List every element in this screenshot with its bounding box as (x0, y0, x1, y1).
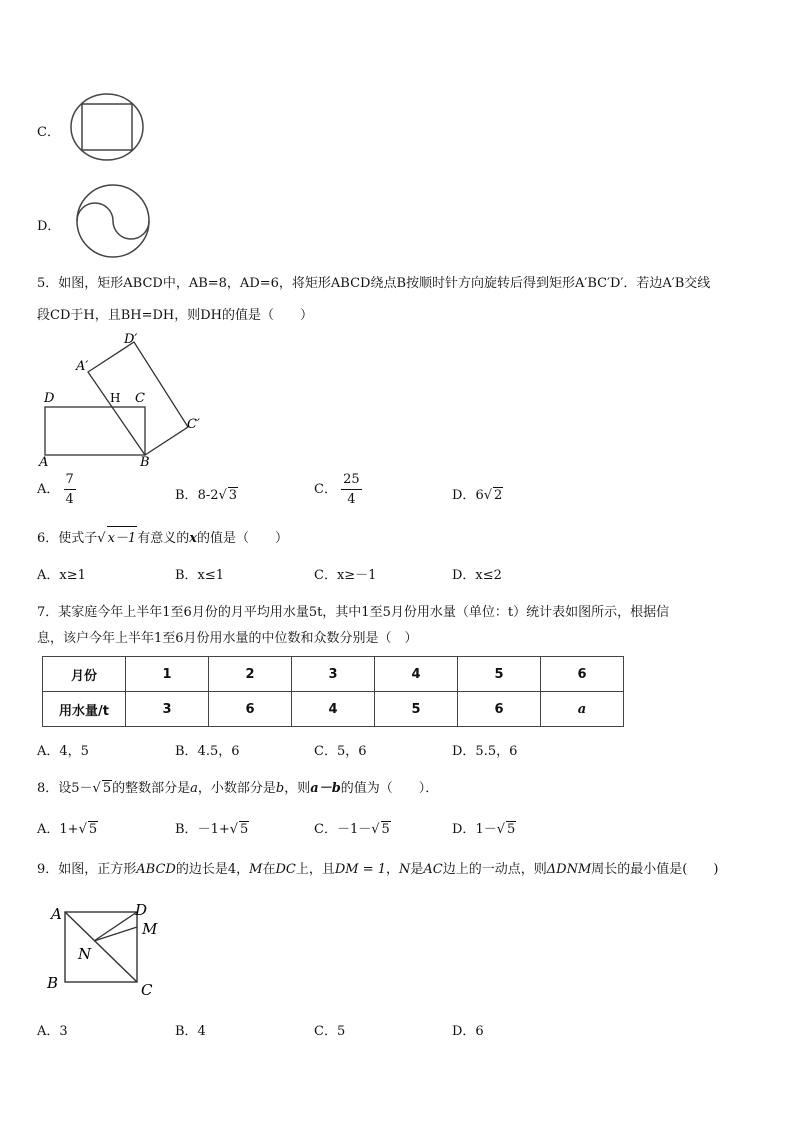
q9-segment-dc: DC (275, 862, 296, 877)
q8-radicand: 5 (102, 781, 112, 796)
q7-option-c[interactable]: C．5，6 (314, 744, 367, 759)
q9-label-b: B (47, 974, 59, 992)
q9-stem-part5: ， (386, 862, 400, 877)
q8-expression: a－b (310, 781, 341, 796)
q7-stem-line2: 息，该户今年上半年1至6月份用水量的中位数和众数分别是（ ） (37, 631, 418, 646)
q9-label-m: M (142, 920, 158, 938)
table-cell: 3 (292, 657, 375, 692)
q9-square-abcd: ABCD (136, 862, 176, 877)
q8-stem: 8．设5－√ 5的整数部分是a，小数部分是b，则a－b的值为（ ）． (37, 781, 439, 796)
q5-option-d-prefix: 6 (475, 488, 484, 503)
q8-option-b-label: B． (175, 822, 198, 837)
q6-variable-x: x (189, 531, 197, 546)
q6-radicand: x－1 (107, 526, 138, 546)
q8-stem-part3: ，则 (284, 781, 311, 796)
q9-stem-part6: 是 (410, 862, 424, 877)
q7-stem-line1: 7．某家庭今年上半年1至6月份的月平均用水量5t，其中1至5月份用水量（单位：t）统计表如图所示，根据信 (37, 605, 670, 620)
q8-option-d-radicand: 5 (507, 822, 516, 837)
q6-option-d[interactable]: D．x≤2 (452, 568, 502, 583)
q6-stem: 6．使式子√ x－1有意义的x的值是（ ） (37, 526, 288, 546)
q5-option-a-denominator: 4 (65, 492, 74, 507)
q8-stem-prefix: 8．设5－ (37, 781, 93, 796)
q9-stem-part4: 上，且 (295, 862, 335, 877)
table-cell: 4 (375, 657, 458, 692)
q5-label-c-prime: C′ (187, 417, 200, 432)
table-cell: 1 (126, 657, 209, 692)
q9-point-n: N (399, 862, 411, 877)
q5-stem-line1: 5．如图，矩形ABCD中，AB=8，AD=6，将矩形ABCD绕点B按顺时针方向旋转后得到矩形A′BC′D′．若边A′B交线 (37, 276, 711, 291)
q5-label-a-prime: A′ (76, 359, 89, 374)
q7-water-usage-table (42, 656, 624, 727)
q5-label-b: B (140, 455, 150, 470)
q6-option-a[interactable]: A．x≥1 (37, 568, 86, 583)
table-row (43, 657, 624, 692)
q4-option-d-figure (74, 183, 152, 259)
q7-option-d[interactable]: D．5.5，6 (452, 744, 518, 759)
q4-option-c-figure (68, 92, 146, 162)
q6-stem-middle: 有意义的 (137, 531, 190, 546)
q6-option-b[interactable]: B．x≤1 (175, 568, 225, 583)
q5-option-a-numerator: 7 (64, 472, 76, 490)
q5-option-c[interactable] (314, 472, 362, 507)
q9-point-m: M (249, 862, 263, 877)
q5-option-d[interactable]: D．6√ 2 (452, 488, 503, 503)
q8-option-d[interactable]: D．1－√ 5 (452, 822, 516, 837)
q9-label-d: D (135, 901, 148, 919)
q9-label-n: N (78, 945, 92, 963)
q8-option-c-radicand: 5 (381, 822, 390, 837)
q9-option-c[interactable]: C．5 (314, 1024, 346, 1039)
q8-option-c-prefix: －1－ (336, 822, 372, 837)
q8-variable-a: a (190, 781, 198, 796)
q9-stem-part8: 周长的最小值是( ) (591, 862, 719, 877)
q9-segment-ac: AC (423, 862, 443, 877)
q5-option-b[interactable]: B．8-2√ 3 (175, 488, 238, 503)
q9-stem-part3: 在 (262, 862, 276, 877)
q8-option-d-label: D． (452, 822, 476, 837)
table-cell: 6 (209, 692, 292, 727)
q4-option-d-label: D． (37, 219, 61, 234)
q5-label-d-prime: D′ (124, 332, 138, 347)
q5-option-b-radicand: 3 (228, 488, 238, 503)
q9-option-d[interactable]: D．6 (452, 1024, 484, 1039)
q8-stem-part1: 的整数部分是 (112, 781, 191, 796)
table-cell: 2 (209, 657, 292, 692)
q5-label-c: C (135, 391, 145, 406)
table-cell: 5 (375, 692, 458, 727)
table-cell: a (541, 692, 624, 727)
q8-variable-b: b (275, 781, 285, 796)
q9-figure-square (44, 898, 174, 1000)
q5-option-d-radicand: 2 (494, 488, 503, 503)
q6-stem-suffix: 的值是（ ） (196, 531, 288, 546)
q9-option-a[interactable]: A．3 (37, 1024, 68, 1039)
q5-option-a-fraction (64, 472, 76, 507)
q5-option-c-numerator: 25 (341, 472, 362, 490)
q9-dm-equation: DM = 1 (334, 862, 387, 877)
q9-stem-part7: 边上的一动点，则 (442, 862, 547, 877)
q8-option-a-radicand: 5 (88, 822, 98, 837)
q9-triangle-dnm: ΔDNM (546, 862, 592, 877)
q5-option-c-label: C． (314, 482, 337, 497)
table-row (43, 692, 624, 727)
q8-option-a-label: A． (37, 822, 60, 837)
q5-option-a-label: A． (37, 482, 60, 497)
q8-stem-suffix: 的值为（ ）． (340, 781, 439, 796)
q5-label-h: H (110, 391, 121, 405)
q8-stem-part2: ，小数部分是 (197, 781, 276, 796)
table-cell: 6 (541, 657, 624, 692)
q5-option-b-prefix: 8-2 (197, 488, 219, 503)
table-cell: 6 (458, 692, 541, 727)
q8-option-b[interactable]: B．－1+√ 5 (175, 822, 249, 837)
q9-label-c: C (141, 981, 153, 999)
q5-figure-rectangles (36, 330, 216, 470)
q8-option-a[interactable]: A．1+√ 5 (37, 822, 98, 837)
q8-option-b-prefix: －1+ (197, 822, 230, 837)
table-cell: 月份 (43, 657, 126, 692)
q8-option-c-label: C． (314, 822, 337, 837)
q5-option-c-denominator: 4 (347, 492, 356, 507)
q8-option-a-prefix: 1+ (59, 822, 79, 837)
q9-stem-part2: 的边长是4， (175, 862, 250, 877)
q8-option-d-prefix: 1－ (475, 822, 497, 837)
q9-stem (37, 858, 718, 877)
q6-option-c[interactable]: C．x≥－1 (314, 568, 377, 583)
q8-option-c[interactable]: C．－1－√ 5 (314, 822, 390, 837)
q9-stem-part1: 9．如图，正方形 (37, 862, 137, 877)
q6-stem-prefix: 6．使式子 (37, 531, 98, 546)
q5-option-d-label: D． (452, 488, 476, 503)
table-cell: 5 (458, 657, 541, 692)
q9-option-b[interactable]: B．4 (175, 1024, 206, 1039)
table-cell: 3 (126, 692, 209, 727)
q4-option-c-label: C． (37, 125, 60, 140)
q7-option-a[interactable]: A．4，5 (37, 744, 89, 759)
q5-stem-line2: 段CD于H，且BH=DH，则DH的值是（ ） (37, 308, 314, 323)
q5-option-c-fraction (341, 472, 362, 507)
table-cell: 用水量/t (43, 692, 126, 727)
q5-option-a[interactable] (37, 472, 76, 507)
table-cell: 4 (292, 692, 375, 727)
q7-option-b[interactable]: B．4.5，6 (175, 744, 240, 759)
q5-label-a: A (39, 455, 49, 470)
q8-option-b-radicand: 5 (240, 822, 249, 837)
q5-label-d: D (44, 391, 55, 406)
q5-option-b-label: B． (175, 488, 198, 503)
q9-label-a: A (51, 905, 62, 923)
